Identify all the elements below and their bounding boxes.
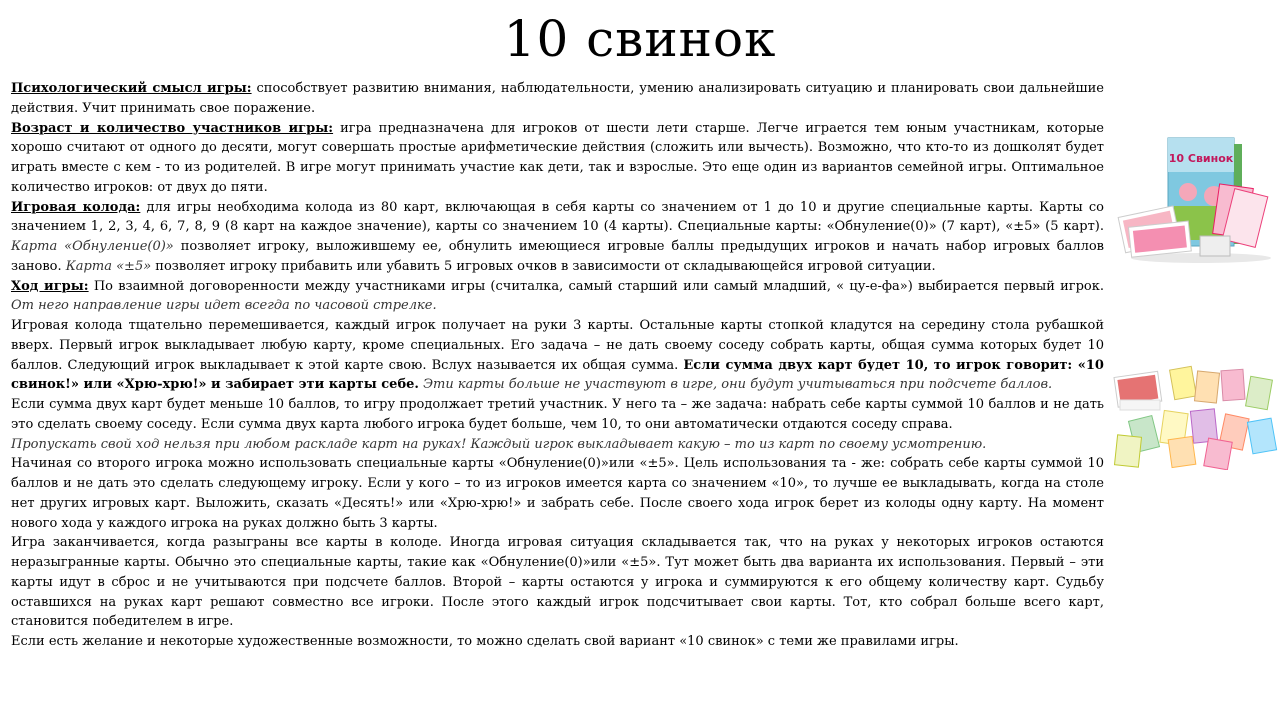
page-title: 10 свинок (503, 10, 777, 68)
psych-text: способствует развитию внимания, наблюдательности, умению анализировать ситуацию и планировать свои дальнейшие действия. Учит принимать свое поражение. (11, 81, 1104, 116)
age-heading: Возраст и количество участников игры: (11, 120, 334, 136)
rules-text (11, 79, 1104, 652)
deck-italic-1: Карта «Обнуление(0)» (11, 239, 174, 254)
box-label: 10 Свинок (1168, 152, 1234, 165)
deck-text-3: позволяет игроку прибавить или убавить 5 игровых очков в зависимости от складывающейся игровой ситуации. (151, 258, 936, 274)
special-cards-paragraph: Начиная со второго игрока можно использовать специальные карты «Обнуление(0)»или «±5». Цель использования та - же: собрать себе карты суммой 10 баллов и не дать это сделать следующему игроку. Если у кого – то из игроков имеется карта со значением «10», то лучше ее выкладывать, когда на столе нет других игровых карт. Выложить, сказать «Десять!» или «Хрю-хрю!» и забрать себе. После своего хода игрок берет из колоды одну карту. На момент нового хода у каждого игрока на руках должно быть 3 карты. (11, 456, 1104, 531)
move-heading: Ход игры: (11, 278, 89, 294)
deal-bold: Если сумма двух карт будет 10, то игрок говорит: «10 свинок!» или «Хрю-хрю!» и забирает эти карты себе. (11, 357, 1104, 393)
age-paragraph (11, 119, 1104, 198)
move-text: По взаимной договоренности между участниками игры (считалка, самый старший или самый младший, « цу-е-фа») выбирается первый игрок. (88, 278, 1104, 294)
deal-paragraph (11, 316, 1104, 395)
move-italic: От него направление игры идет всегда по часовой стрелке. (11, 298, 437, 314)
psych-heading: Психологический смысл игры: (11, 81, 252, 96)
deck-heading: Игровая колода: (11, 199, 141, 215)
less-than-ten-paragraph: Если сумма двух карт будет меньше 10 баллов, то игру продолжает третий участник. У него та – же задача: набрать себе карты суммой 10 баллов и не дать это сделать своему соседу. Если сумма двух карта любого игрока будет больше, чем 10, то они автоматически отдаются соседу справа. (11, 397, 1104, 432)
deck-text-1: для игры необходима колода из 80 карт, включающая в себя карты со значением от 1 до 10 и другие специальные карты. Карты со значением 1, 2, 3, 4, 6, 7, 8, 9 (8 карт на каждое значение), карты со значением 10 (4 карты). Специальные карты: «Обнуление(0)» (7 карт), «±5» (5 карт). (11, 199, 1104, 235)
deal-italic: Эти карты больше не участвуют в игре, они будут учитываться при подсчете баллов. (418, 377, 1053, 393)
move-paragraph (11, 277, 1104, 317)
deal-text: Игровая колода тщательно перемешивается, каждый игрок получает на руки 3 карты. Остальные карты стопкой кладутся на середину стола рубашкой вверх. Первый игрок выкладывает любую карту, кроме специальных. Его задача – не дать своему соседу собрать карты, общая сумма которых будет 10 баллов. Следующий игрок выкладывает к этой карте свою. Вслух называется их общая сумма. (11, 318, 1104, 373)
deck-italic-2: Карта «±5» (65, 258, 152, 274)
game-box-photo (1116, 132, 1276, 264)
age-text: игра предназначена для игроков от шести лети старше. Легче играется тем юным участникам, которые хорошо считают от одного до десяти, могут совершать простые арифметические действия (сложить или вычесть). Возможно, что кто-то из дошколят будет играть вместе с кем - то из родителей. В игре могут принимать участие как дети, так и взрослые. Это еще один из вариантов семейной игры. Оптимальное количество игроков: от двух до пяти. (11, 120, 1104, 195)
cards-photo (1110, 360, 1280, 470)
deck-text-2: позволяет игроку, выложившему ее, обнулить имеющиеся игровые баллы предыдущих игроков и начать набор игровых баллов заново. (11, 239, 1104, 274)
psych-paragraph (11, 79, 1104, 119)
diy-paragraph: Если есть желание и некоторые художественные возможности, то можно сделать свой вариант «10 свинок» с теми же правилами игры. (11, 634, 959, 649)
no-skip-paragraph: Пропускать свой ход нельзя при любом раскладе карт на руках! Каждый игрок выкладывает какую – то из карт по своему усмотрению. (11, 436, 987, 452)
deck-paragraph (11, 198, 1104, 277)
game-end-paragraph: Игра заканчивается, когда разыграны все карты в колоде. Иногда игровая ситуация складывается так, что на руках у некоторых игроков остаются неразыгранные карты. Обычно это специальные карты, такие как «Обнуление(0)»или «±5». Тут может быть два варианта их использования. Первый – эти карты идут в сброс и не учитываются при подсчете баллов. Второй – карты остаются у игрока и суммируются к его общему количеству карт. Судьбу оставшихся на руках карт решают совместно все игроки. После этого каждый игрок подсчитывает свои карты. Тот, кто собрал больше всего карт, становится победителем в игре. (11, 535, 1104, 630)
